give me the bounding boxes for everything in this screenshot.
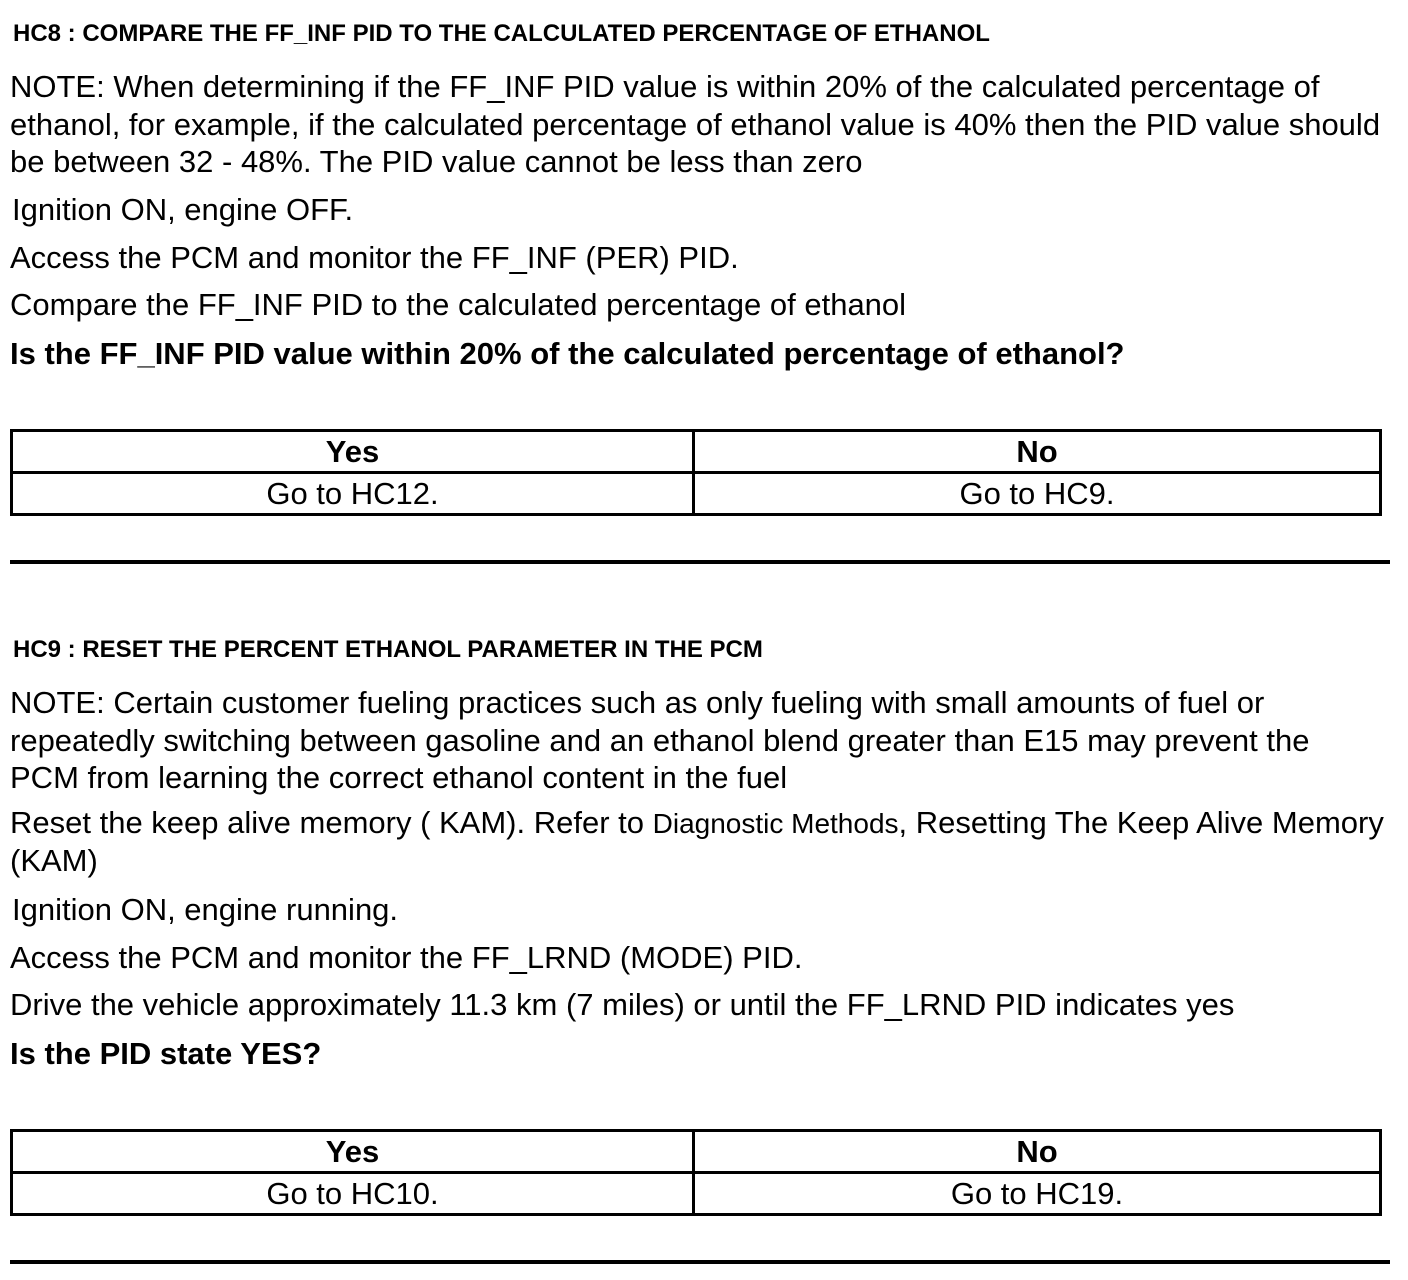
no-action: Go to HC19. bbox=[694, 1173, 1381, 1215]
no-header: No bbox=[694, 1131, 1381, 1173]
decision-table bbox=[10, 429, 1382, 516]
no-action: Go to HC9. bbox=[694, 473, 1381, 515]
reset-text: Reset the keep alive memory ( KAM). Refer to bbox=[10, 805, 653, 840]
step-title: HC8 : COMPARE THE FF_INF PID TO THE CALCULATED PERCENTAGE OF ETHANOL bbox=[13, 20, 990, 47]
reset-tail: , Resetting The Keep Alive Memory (KAM) bbox=[10, 805, 1384, 878]
section-divider bbox=[10, 560, 1390, 564]
step-note: NOTE: When determining if the FF_INF PID value is within 20% of the calculated percentage of ethanol, for example, if the calculated percentage of ethanol value is 40% then the PID value should be between 32 - 48%. The PID value cannot be less than zero bbox=[10, 69, 1381, 179]
instruction-line: Compare the FF_INF PID to the calculated percentage of ethanol bbox=[10, 287, 907, 322]
step-note: NOTE: Certain customer fueling practices such as only fueling with small amounts of fuel or repeatedly switching between gasoline and an ethanol blend greater than E15 may prevent the PCM from learning the correct ethanol content in the fuel bbox=[10, 685, 1310, 795]
yes-action: Go to HC12. bbox=[12, 473, 694, 515]
step-title: HC9 : RESET THE PERCENT ETHANOL PARAMETER IN THE PCM bbox=[13, 636, 763, 663]
instruction-line: Ignition ON, engine running. bbox=[12, 892, 399, 927]
yes-header: Yes bbox=[12, 1131, 694, 1173]
diagnostic-methods-reference: Diagnostic Methods bbox=[652, 808, 899, 839]
instruction-line: Ignition ON, engine OFF. bbox=[12, 192, 354, 227]
step-question: Is the FF_INF PID value within 20% of the calculated percentage of ethanol? bbox=[10, 336, 1125, 371]
yes-action: Go to HC10. bbox=[12, 1173, 694, 1215]
step-question: Is the PID state YES? bbox=[10, 1036, 322, 1071]
instruction-line: Access the PCM and monitor the FF_INF (PER) PID. bbox=[10, 240, 739, 275]
reset-instruction bbox=[10, 804, 1386, 879]
yes-header: Yes bbox=[12, 431, 694, 473]
instruction-line: Drive the vehicle approximately 11.3 km (7 miles) or until the FF_LRND PID indicates yes bbox=[10, 987, 1235, 1022]
decision-table bbox=[10, 1129, 1382, 1216]
section-divider bbox=[10, 1260, 1390, 1264]
no-header: No bbox=[694, 431, 1381, 473]
instruction-line: Access the PCM and monitor the FF_LRND (MODE) PID. bbox=[10, 940, 803, 975]
